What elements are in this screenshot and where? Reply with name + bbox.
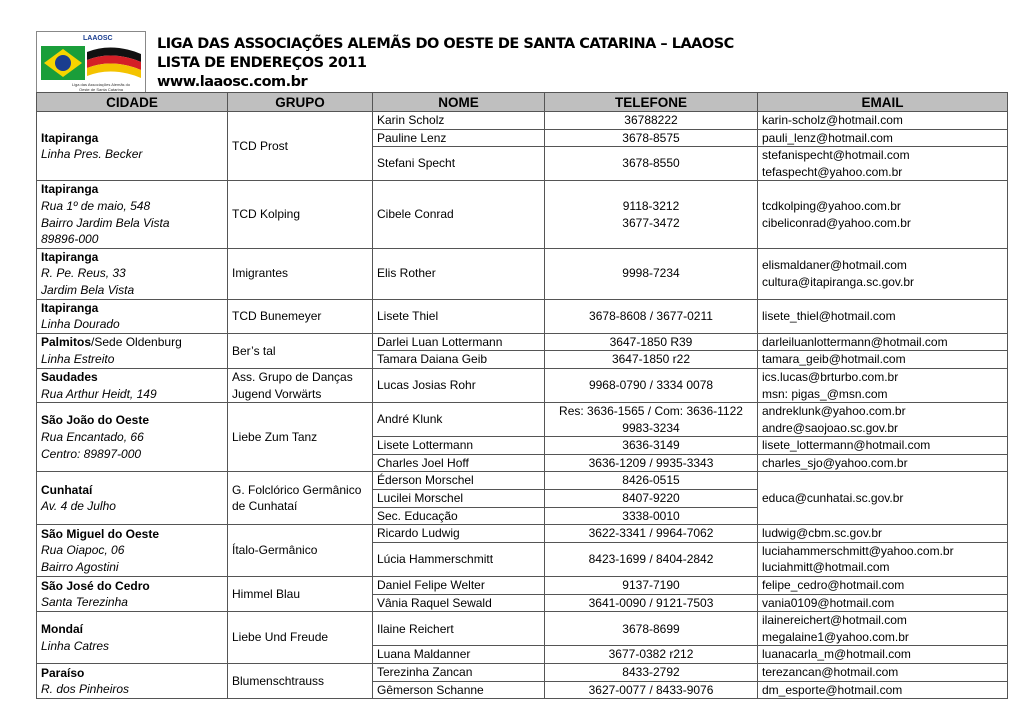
- city-name: Itapiranga: [41, 249, 99, 264]
- city-cell: [37, 248, 228, 299]
- email-cell: [758, 542, 1008, 576]
- email-cell: [758, 403, 1008, 437]
- phone-line: 3678-8550: [622, 156, 680, 171]
- name-cell: Elis Rother: [373, 248, 545, 299]
- phone-cell: [545, 403, 758, 437]
- email-line: felipe_cedro@hotmail.com: [762, 578, 905, 593]
- city-name: Itapiranga: [41, 182, 99, 197]
- email-cell: [758, 248, 1008, 299]
- city-address: Linha Pres. Becker: [41, 147, 143, 162]
- phone-cell: [545, 454, 758, 472]
- phone-cell: [545, 181, 758, 248]
- logo-subtitle: Liga das Associações Alemãs do Oeste de Santa Catarina: [71, 82, 131, 92]
- group-cell: Himmel Blau: [228, 577, 373, 612]
- group-cell: G. Folclórico Germânico de Cunhataí: [228, 472, 373, 525]
- table-row: [37, 525, 1008, 543]
- name-cell: Karin Scholz: [373, 112, 545, 130]
- phone-line: 3647-1850 r22: [611, 352, 691, 367]
- phone-line: 8433-2792: [622, 665, 680, 679]
- header-title: LIGA DAS ASSOCIAÇÕES ALEMÃS DO OESTE DE SANTA CATARINA – LAAOSC: [157, 36, 734, 52]
- phone-cell: [545, 147, 758, 181]
- email-cell: [758, 437, 1008, 455]
- email-cell: [758, 181, 1008, 248]
- phone-line: 3636-3149: [622, 438, 680, 453]
- phone-line: 3677-3472: [622, 215, 680, 230]
- phone-line: 8423-1699 / 8404-2842: [588, 552, 714, 567]
- phone-cell: [545, 490, 758, 508]
- name-cell: André Klunk: [373, 403, 545, 437]
- group-cell: Liebe Und Freude: [228, 612, 373, 664]
- phone-cell: [545, 646, 758, 664]
- column-header-email: EMAIL: [758, 93, 1008, 112]
- table-row: [37, 577, 1008, 595]
- document-header: [157, 35, 734, 92]
- column-header-name: NOME: [373, 93, 545, 112]
- phone-cell: [545, 664, 758, 682]
- email-line: ludwig@cbm.sc.gov.br: [762, 526, 882, 541]
- phone-cell: [545, 129, 758, 147]
- name-cell: Vânia Raquel Sewald: [373, 594, 545, 612]
- phone-cell: [545, 248, 758, 299]
- table-row: [37, 612, 1008, 646]
- name-cell: Darlei Luan Lottermann: [373, 333, 545, 351]
- email-cell: [758, 472, 1008, 525]
- city-address: Santa Terezinha: [41, 595, 128, 610]
- email-line: tamara_geib@hotmail.com: [762, 352, 906, 367]
- name-cell: Luana Maldanner: [373, 646, 545, 664]
- phone-line: 3627-0077 / 8433-9076: [588, 682, 714, 697]
- city-cell: [37, 472, 228, 525]
- name-cell: Cibele Conrad: [373, 181, 545, 248]
- email-cell: [758, 594, 1008, 612]
- email-cell: [758, 525, 1008, 543]
- phone-cell: [545, 351, 758, 369]
- group-cell: Liebe Zum Tanz: [228, 403, 373, 472]
- name-cell: Ricardo Ludwig: [373, 525, 545, 543]
- email-line: vania0109@hotmail.com: [762, 595, 895, 610]
- city-address: Rua 1º de maio, 548: [41, 198, 151, 213]
- phone-line: 3647-1850 R39: [609, 334, 693, 349]
- email-cell: [758, 681, 1008, 699]
- email-cell: [758, 577, 1008, 595]
- phone-line: 3677-0382 r212: [608, 647, 694, 662]
- city-cell: [37, 403, 228, 472]
- email-line: dm_esporte@hotmail.com: [762, 682, 903, 697]
- name-cell: Sec. Educação: [373, 507, 545, 525]
- email-line: tcdkolping@yahoo.com.br: [762, 198, 901, 213]
- email-cell: [758, 351, 1008, 369]
- email-line: pauli_lenz@hotmail.com: [762, 130, 893, 145]
- email-cell: [758, 112, 1008, 130]
- email-line: charles_sjo@yahoo.com.br: [762, 455, 908, 470]
- table-row: [37, 299, 1008, 333]
- city-address: Bairro Agostini: [41, 559, 119, 574]
- city-cell: [37, 525, 228, 577]
- city-address: Rua Oiapoc, 06: [41, 543, 125, 558]
- phone-line: 3641-0090 / 9121-7503: [588, 595, 714, 610]
- name-cell: Lucilei Morschel: [373, 490, 545, 508]
- name-cell: Ilaine Reichert: [373, 612, 545, 646]
- email-cell: [758, 664, 1008, 682]
- phone-cell: [545, 507, 758, 525]
- email-line: cibeliconrad@yahoo.com.br: [762, 215, 911, 230]
- laaosc-logo: [36, 31, 146, 93]
- email-cell: [758, 299, 1008, 333]
- phone-line: 3622-3341 / 9964-7062: [588, 526, 714, 541]
- name-cell: Lisete Lottermann: [373, 437, 545, 455]
- table-row: [37, 248, 1008, 299]
- city-cell: [37, 299, 228, 333]
- table-row: [37, 368, 1008, 402]
- phone-line: 8407-9220: [622, 491, 680, 506]
- city-cell: [37, 181, 228, 248]
- table-row: [37, 112, 1008, 130]
- city-address: R. Pe. Reus, 33: [41, 266, 126, 281]
- name-cell: Lucas Josias Rohr: [373, 368, 545, 402]
- name-cell: Lúcia Hammerschmitt: [373, 542, 545, 576]
- phone-line: 9968-0790 / 3334 0078: [588, 378, 714, 393]
- phone-line: Res: 3636-1565 / Com: 3636-1122: [559, 404, 743, 419]
- email-line: darleiluanlottermann@hotmail.com: [762, 334, 948, 349]
- phone-cell: [545, 112, 758, 130]
- group-cell: TCD Bunemeyer: [228, 299, 373, 333]
- name-cell: Tamara Daiana Geib: [373, 351, 545, 369]
- phone-line: 9137-7190: [622, 578, 680, 593]
- table-row: [37, 664, 1008, 682]
- city-name: Saudades: [41, 369, 98, 384]
- group-cell: Ass. Grupo de Danças Jugend Vorwärts: [228, 368, 373, 402]
- group-cell: Ber’s tal: [228, 333, 373, 368]
- phone-line: 3678-8699: [622, 621, 680, 636]
- email-line: andre@saojoao.sc.gov.br: [762, 420, 899, 435]
- column-header-phone: TELEFONE: [545, 93, 758, 112]
- city-address: R. dos Pinheiros: [41, 682, 130, 697]
- email-line: luciahmitt@hotmail.com: [762, 560, 890, 575]
- group-cell: Blumenschtrauss: [228, 664, 373, 699]
- name-cell: Lisete Thiel: [373, 299, 545, 333]
- name-cell: Pauline Lenz: [373, 129, 545, 147]
- phone-cell: [545, 542, 758, 576]
- city-name: Mondaí: [41, 622, 83, 637]
- city-address: Bairro Jardim Bela Vista: [41, 215, 170, 230]
- city-cell: [37, 112, 228, 181]
- phone-line: 9118-3212: [622, 198, 680, 213]
- city-address: Jardim Bela Vista: [41, 282, 135, 297]
- email-line: msn: pigas_@msn.com: [762, 386, 888, 401]
- column-header-group: GRUPO: [228, 93, 373, 112]
- table-row: [37, 181, 1008, 248]
- group-cell: Imigrantes: [228, 248, 373, 299]
- column-header-city: CIDADE: [37, 93, 228, 112]
- email-line: cultura@itapiranga.sc.gov.br: [762, 274, 915, 289]
- phone-line: 3678-8575: [622, 130, 680, 145]
- phone-line: 36788222: [624, 113, 678, 127]
- city-address: Linha Estreito: [41, 351, 115, 366]
- address-table: [36, 92, 1008, 699]
- phone-cell: [545, 437, 758, 455]
- header-subtitle: LISTA DE ENDEREÇOS 2011: [157, 55, 367, 71]
- phone-cell: [545, 472, 758, 490]
- email-line: lisete_lottermann@hotmail.com: [762, 438, 931, 453]
- table-row: [37, 333, 1008, 351]
- email-cell: [758, 646, 1008, 664]
- email-line: lisete_thiel@hotmail.com: [762, 308, 896, 323]
- email-line: karin-scholz@hotmail.com: [762, 113, 903, 127]
- table-row: [37, 472, 1008, 490]
- phone-line: 8426-0515: [622, 473, 680, 488]
- name-cell: Daniel Felipe Welter: [373, 577, 545, 595]
- table-body: [37, 112, 1008, 699]
- city-name: São José do Cedro: [41, 578, 150, 593]
- email-cell: [758, 454, 1008, 472]
- name-cell: Éderson Morschel: [373, 472, 545, 490]
- phone-cell: [545, 594, 758, 612]
- city-cell: [37, 664, 228, 699]
- header-website: www.laaosc.com.br: [157, 74, 308, 90]
- email-line: terezancan@hotmail.com: [762, 665, 899, 679]
- email-line: educa@cunhatai.sc.gov.br: [762, 491, 904, 506]
- city-extra: /Sede Oldenburg: [91, 335, 182, 350]
- group-cell: TCD Kolping: [228, 181, 373, 248]
- email-line: megalaine1@yahoo.com.br: [762, 629, 909, 644]
- phone-cell: [545, 612, 758, 646]
- email-line: stefanispecht@hotmail.com: [762, 148, 910, 163]
- city-name: Itapiranga: [41, 300, 99, 315]
- email-cell: [758, 368, 1008, 402]
- name-cell: Charles Joel Hoff: [373, 454, 545, 472]
- city-cell: [37, 368, 228, 402]
- email-line: luanacarla_m@hotmail.com: [762, 647, 911, 662]
- table-row: [37, 403, 1008, 437]
- phone-cell: [545, 525, 758, 543]
- city-address: Centro: 89897-000: [41, 446, 142, 461]
- city-name: São João do Oeste: [41, 413, 150, 428]
- city-name: Itapiranga: [41, 130, 99, 145]
- name-cell: Gêmerson Schanne: [373, 681, 545, 699]
- email-cell: [758, 129, 1008, 147]
- city-address: Rua Encantado, 66: [41, 429, 144, 444]
- name-cell: Stefani Specht: [373, 147, 545, 181]
- email-cell: [758, 612, 1008, 646]
- email-line: andreklunk@yahoo.com.br: [762, 404, 906, 419]
- city-cell: [37, 612, 228, 664]
- email-line: luciahammerschmitt@yahoo.com.br: [762, 543, 954, 558]
- phone-line: 3338-0010: [622, 508, 680, 523]
- email-line: ics.lucas@brturbo.com.br: [762, 369, 899, 384]
- city-address: Linha Dourado: [41, 317, 120, 332]
- group-cell: Ítalo-Germânico: [228, 525, 373, 577]
- city-name: Palmitos: [41, 335, 92, 350]
- phone-line: 3678-8608 / 3677-0211: [589, 308, 713, 323]
- email-cell: [758, 333, 1008, 351]
- city-address: 89896-000: [41, 232, 99, 247]
- name-cell: Terezinha Zancan: [373, 664, 545, 682]
- phone-cell: [545, 299, 758, 333]
- phone-cell: [545, 577, 758, 595]
- email-line: ilainereichert@hotmail.com: [762, 613, 907, 628]
- table-header-row: [37, 93, 1008, 112]
- city-address: Linha Catres: [41, 638, 110, 653]
- city-name: São Miguel do Oeste: [41, 526, 160, 541]
- city-cell: [37, 333, 228, 368]
- city-name: Paraíso: [41, 665, 85, 680]
- city-address: Rua Arthur Heidt, 149: [41, 386, 157, 401]
- email-cell: [758, 147, 1008, 181]
- email-line: elismaldaner@hotmail.com: [762, 258, 907, 273]
- logo-text: LAAOSC: [83, 35, 113, 42]
- phone-cell: [545, 333, 758, 351]
- email-line: tefaspecht@yahoo.com.br: [762, 164, 903, 179]
- phone-line: 9983-3234: [622, 420, 680, 435]
- city-cell: [37, 577, 228, 612]
- phone-line: 3636-1209 / 9935-3343: [588, 455, 714, 470]
- city-address: Av. 4 de Julho: [41, 499, 116, 514]
- phone-cell: [545, 368, 758, 402]
- phone-line: 9998-7234: [622, 266, 680, 281]
- phone-cell: [545, 681, 758, 699]
- city-name: Cunhataí: [41, 482, 93, 497]
- group-cell: TCD Prost: [228, 112, 373, 181]
